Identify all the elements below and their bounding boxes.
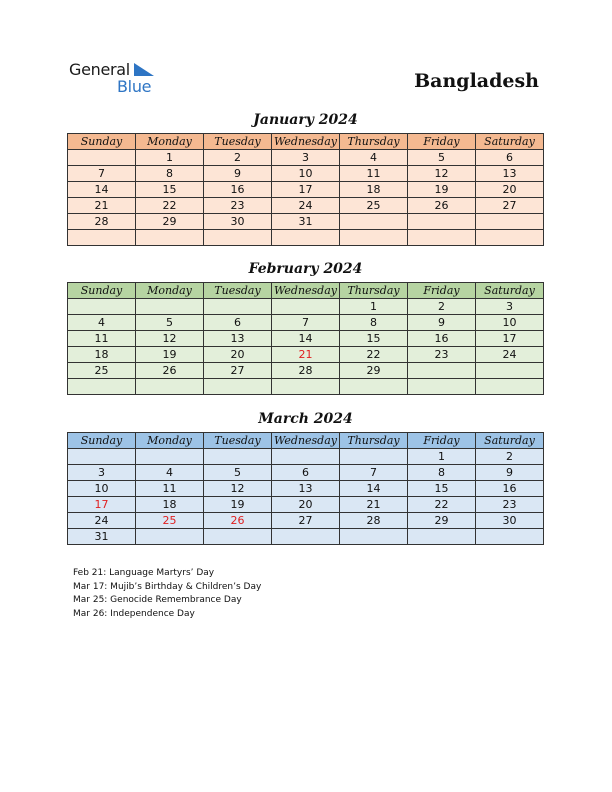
week-row [68,198,544,214]
holiday-note: Feb 21: Language Martyrs’ Day [73,568,215,578]
day-cell: 29 [408,513,476,529]
day-cell: 27 [204,363,272,379]
day-cell: 5 [204,465,272,481]
day-cell [136,449,204,465]
weekday-header-row [68,134,544,150]
weekday-header: Thursday [340,283,408,299]
day-cell: 28 [272,363,340,379]
day-cell [136,299,204,315]
day-cell: 15 [340,331,408,347]
day-cell: 13 [272,481,340,497]
week-row [68,379,544,395]
day-cell [408,230,476,246]
day-cell: 22 [136,198,204,214]
weekday-header: Sunday [68,283,136,299]
holiday-note: Mar 17: Mujib’s Birthday & Children’s Day [73,581,262,592]
day-cell: 12 [408,166,476,182]
day-cell: 20 [476,182,544,198]
week-row [68,182,544,198]
day-cell [272,230,340,246]
day-cell [340,449,408,465]
day-cell: 1 [408,449,476,465]
week-row [68,166,544,182]
day-cell: 6 [204,315,272,331]
day-cell [476,529,544,545]
day-cell [476,230,544,246]
holiday-notes [73,567,261,622]
day-cell: 26 [408,198,476,214]
day-cell: 6 [272,465,340,481]
day-cell: 13 [476,166,544,182]
day-cell [68,299,136,315]
day-cell: 22 [408,497,476,513]
week-row [68,315,544,331]
day-cell: 7 [272,315,340,331]
week-row [68,465,544,481]
day-cell: 16 [476,481,544,497]
day-cell [272,529,340,545]
weekday-header: Monday [136,433,204,449]
day-cell [204,230,272,246]
day-cell: 5 [408,150,476,166]
generalblue-logo [69,60,169,96]
day-cell [68,449,136,465]
week-row [68,481,544,497]
day-cell: 25 [68,363,136,379]
day-cell: 30 [204,214,272,230]
week-row [68,214,544,230]
day-cell: 4 [68,315,136,331]
day-cell: 11 [68,331,136,347]
day-cell: 6 [476,150,544,166]
day-cell: 14 [340,481,408,497]
day-cell: 13 [204,331,272,347]
day-cell: 1 [340,299,408,315]
day-cell: 16 [204,182,272,198]
holiday-note: Mar 26: Independence Day [73,609,195,620]
day-cell: 4 [136,465,204,481]
day-cell: 21 [340,497,408,513]
day-cell [408,379,476,395]
weekday-header: Friday [408,433,476,449]
day-cell: 12 [204,481,272,497]
day-cell [408,529,476,545]
day-cell: 29 [136,214,204,230]
day-cell: 15 [136,182,204,198]
logo-text-blue: Blue [117,77,152,96]
march-title: March 2024 [258,411,353,427]
day-cell: 5 [136,315,204,331]
day-cell: 12 [136,331,204,347]
day-cell: 2 [476,449,544,465]
day-cell [204,449,272,465]
week-row [68,513,544,529]
week-row [68,299,544,315]
holiday-day-cell: 17 [68,497,136,513]
day-cell: 22 [340,347,408,363]
day-cell: 15 [408,481,476,497]
day-cell [136,230,204,246]
february-title: February 2024 [248,261,363,277]
day-cell: 16 [408,331,476,347]
day-cell: 28 [340,513,408,529]
country-title: Bangladesh [414,70,539,92]
day-cell: 20 [272,497,340,513]
day-cell: 18 [136,497,204,513]
weekday-header: Wednesday [272,134,340,150]
day-cell [272,449,340,465]
week-row [68,230,544,246]
day-cell [340,529,408,545]
day-cell: 17 [272,182,340,198]
day-cell: 18 [68,347,136,363]
holiday-day-cell: 21 [272,347,340,363]
day-cell [272,379,340,395]
weekday-header: Tuesday [204,283,272,299]
weekday-header: Sunday [68,134,136,150]
day-cell: 2 [408,299,476,315]
weekday-header: Monday [136,134,204,150]
day-cell: 31 [68,529,136,545]
holiday-day-cell: 25 [136,513,204,529]
day-cell [136,529,204,545]
january-title: January 2024 [253,112,358,128]
week-row [68,497,544,513]
weekday-header: Wednesday [272,433,340,449]
weekday-header: Tuesday [204,134,272,150]
week-row [68,347,544,363]
day-cell: 20 [204,347,272,363]
day-cell: 25 [340,198,408,214]
january-calendar [67,133,544,246]
weekday-header: Friday [408,134,476,150]
week-row [68,449,544,465]
weekday-header: Saturday [476,283,544,299]
day-cell: 23 [476,497,544,513]
holiday-note: Mar 25: Genocide Remembrance Day [73,595,242,606]
weekday-header: Saturday [476,134,544,150]
day-cell: 8 [340,315,408,331]
february-calendar [67,282,544,395]
day-cell: 1 [136,150,204,166]
day-cell: 24 [476,347,544,363]
day-cell [340,214,408,230]
day-cell: 10 [68,481,136,497]
day-cell [136,379,204,395]
day-cell: 11 [340,166,408,182]
day-cell: 17 [476,331,544,347]
day-cell [68,230,136,246]
day-cell: 14 [68,182,136,198]
holiday-day-cell: 26 [204,513,272,529]
day-cell: 29 [340,363,408,379]
day-cell: 14 [272,331,340,347]
day-cell: 18 [340,182,408,198]
day-cell: 30 [476,513,544,529]
day-cell: 9 [408,315,476,331]
day-cell: 27 [476,198,544,214]
day-cell: 3 [272,150,340,166]
day-cell: 10 [272,166,340,182]
weekday-header: Tuesday [204,433,272,449]
week-row [68,363,544,379]
week-row [68,529,544,545]
day-cell: 8 [408,465,476,481]
day-cell: 19 [408,182,476,198]
weekday-header: Sunday [68,433,136,449]
day-cell: 27 [272,513,340,529]
day-cell [68,379,136,395]
day-cell [340,379,408,395]
day-cell [476,214,544,230]
day-cell: 9 [476,465,544,481]
day-cell: 21 [68,198,136,214]
day-cell: 7 [340,465,408,481]
weekday-header: Saturday [476,433,544,449]
day-cell: 19 [136,347,204,363]
day-cell [204,379,272,395]
day-cell: 28 [68,214,136,230]
day-cell: 8 [136,166,204,182]
weekday-header: Thursday [340,134,408,150]
day-cell [340,230,408,246]
day-cell [408,214,476,230]
weekday-header-row [68,283,544,299]
weekday-header: Friday [408,283,476,299]
weekday-header: Monday [136,283,204,299]
weekday-header-row [68,433,544,449]
day-cell [476,379,544,395]
day-cell: 24 [68,513,136,529]
day-cell: 7 [68,166,136,182]
logo-text-general: General [69,60,130,79]
day-cell: 3 [476,299,544,315]
day-cell [408,363,476,379]
day-cell: 24 [272,198,340,214]
week-row [68,331,544,347]
day-cell: 26 [136,363,204,379]
day-cell: 31 [272,214,340,230]
day-cell: 10 [476,315,544,331]
weekday-header: Thursday [340,433,408,449]
week-row [68,150,544,166]
day-cell: 23 [204,198,272,214]
day-cell [272,299,340,315]
day-cell: 4 [340,150,408,166]
day-cell [68,150,136,166]
day-cell: 2 [204,150,272,166]
day-cell [204,529,272,545]
day-cell: 23 [408,347,476,363]
day-cell: 11 [136,481,204,497]
day-cell [476,363,544,379]
weekday-header: Wednesday [272,283,340,299]
march-calendar [67,432,544,545]
day-cell: 9 [204,166,272,182]
day-cell [204,299,272,315]
day-cell: 19 [204,497,272,513]
day-cell: 3 [68,465,136,481]
